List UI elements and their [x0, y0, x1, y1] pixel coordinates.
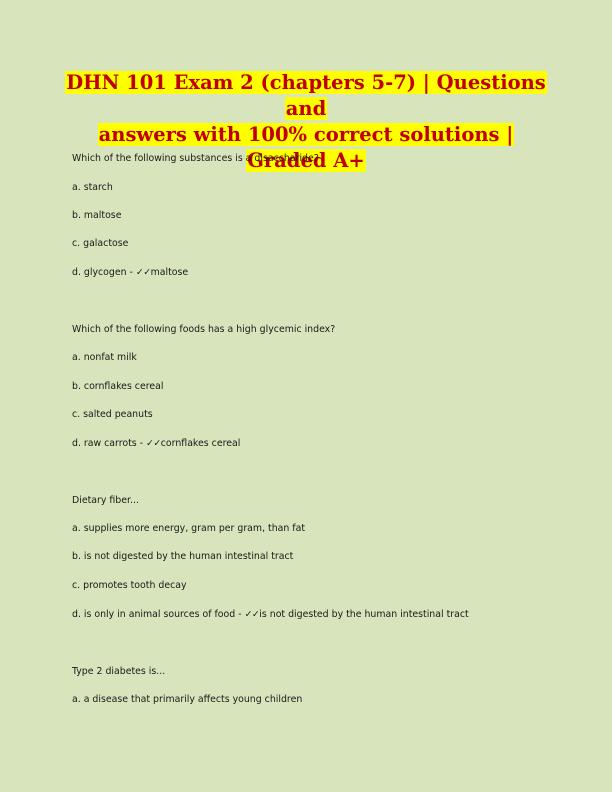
question-text: Dietary fiber... [72, 495, 139, 506]
answer-option-with-solution [72, 438, 240, 450]
answer-option-with-solution [72, 267, 188, 279]
question-text: Which of the following foods has a high glycemic index? [72, 324, 336, 335]
answer-option: c. galactose [72, 238, 129, 249]
correct-answer: is not digested by the human intestinal tract [259, 609, 469, 620]
answer-option: b. cornflakes cereal [72, 381, 164, 392]
answer-option: a. a disease that primarily affects young children [72, 694, 303, 705]
answer-option-with-solution [72, 609, 469, 621]
answer-option-text: d. is only in animal sources of food - [72, 609, 245, 620]
title-line-1: DHN 101 Exam 2 (chapters 5-7) | Questions and [66, 71, 546, 120]
answer-option: b. maltose [72, 210, 122, 221]
checkmark-icon: ✓✓ [135, 267, 151, 278]
correct-answer: cornflakes cereal [160, 438, 241, 449]
question-text: Which of the following substances is a disaccharide? [72, 153, 319, 164]
correct-answer: maltose [150, 267, 189, 278]
checkmark-icon: ✓✓ [244, 609, 260, 620]
title-line-2: answers with 100% correct solutions | Graded A+ [98, 123, 514, 172]
answer-option-text: d. raw carrots - [72, 438, 147, 449]
answer-option: a. starch [72, 182, 113, 193]
checkmark-icon: ✓✓ [146, 438, 161, 449]
question-text: Type 2 diabetes is... [72, 666, 166, 677]
answer-option: a. nonfat milk [72, 352, 137, 363]
answer-option: a. supplies more energy, gram per gram, than fat [72, 523, 306, 534]
answer-option: c. salted peanuts [72, 409, 153, 420]
answer-option: b. is not digested by the human intestinal tract [72, 551, 294, 562]
answer-option-text: d. glycogen - [72, 267, 136, 278]
answer-option: c. promotes tooth decay [72, 580, 187, 591]
